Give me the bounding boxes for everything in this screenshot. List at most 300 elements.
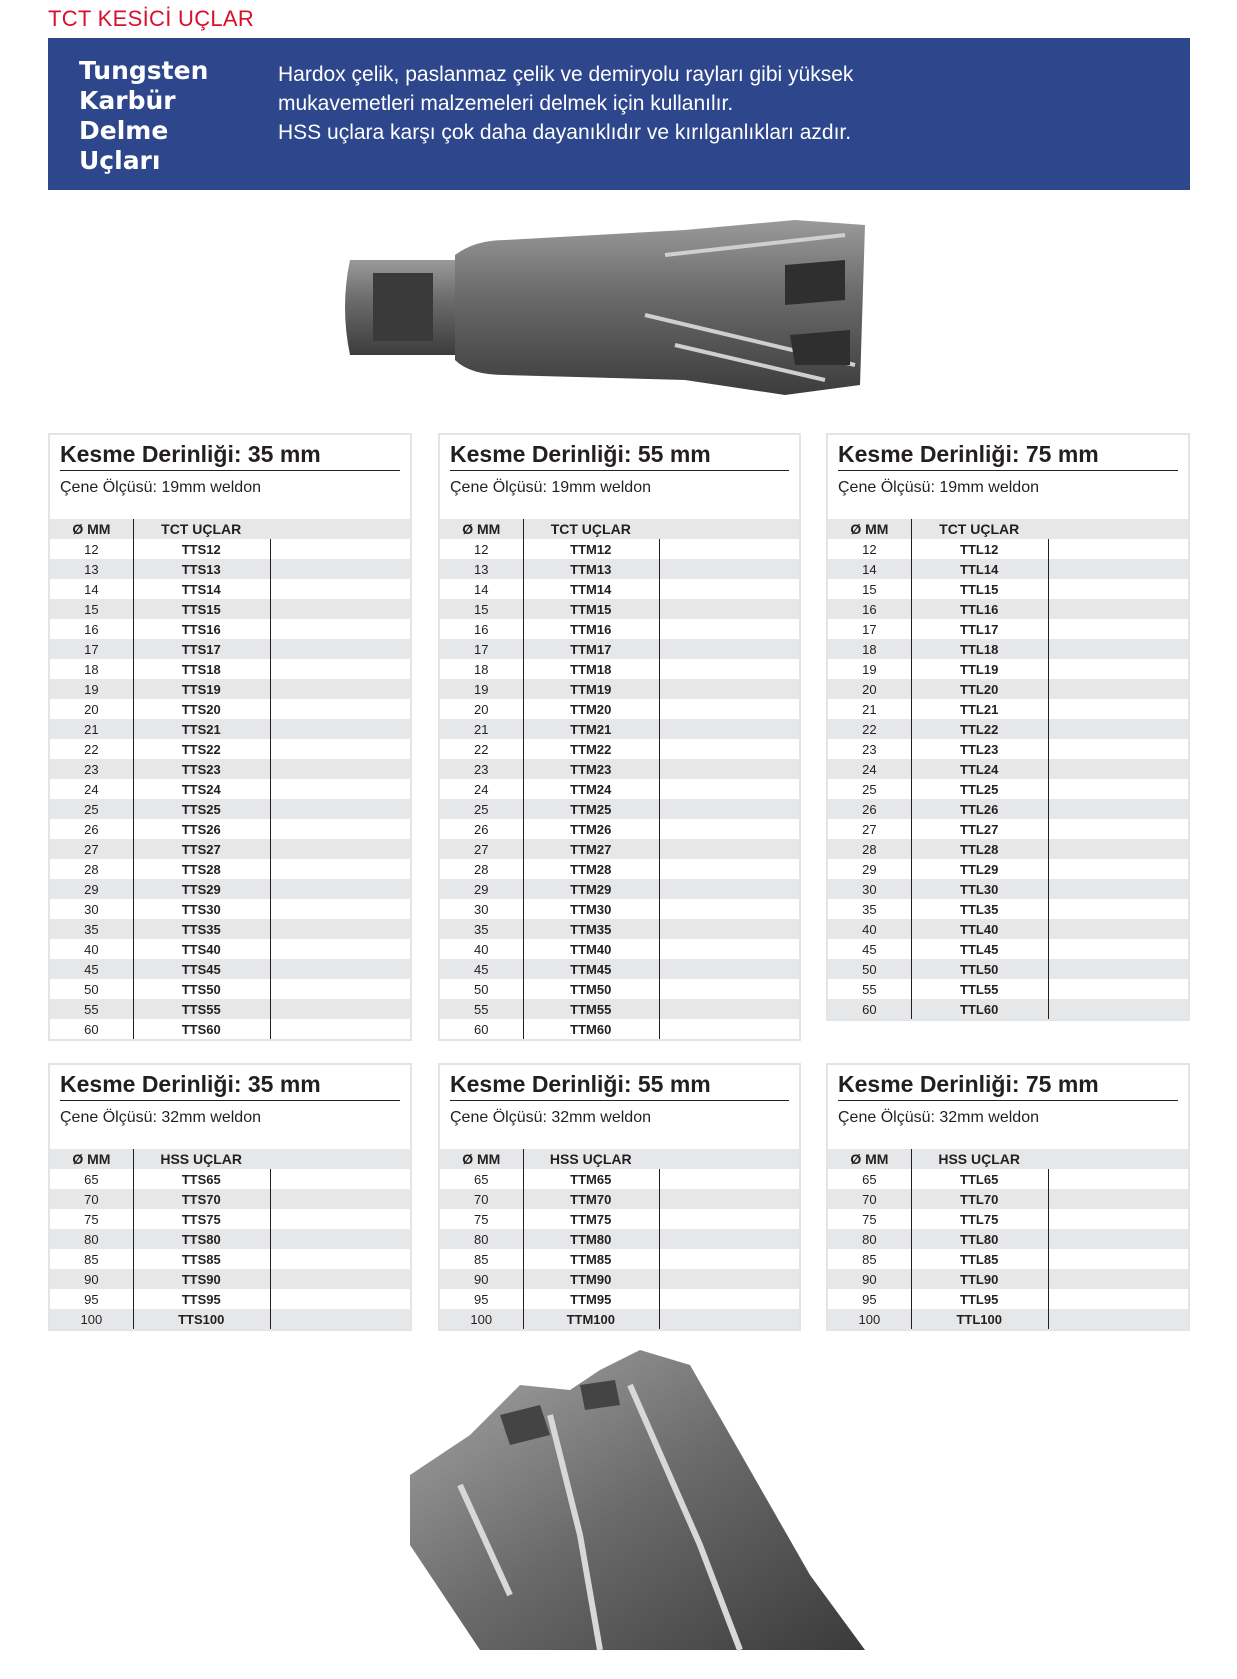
product-code-cell: TTS26 [181, 821, 221, 837]
table-row [828, 819, 1188, 839]
product-code-cell: TTL100 [956, 1311, 1002, 1327]
product-code-cell: TTL35 [960, 901, 999, 917]
header-diameter: Ø MM [462, 1151, 501, 1167]
diameter-cell: 100 [80, 1311, 103, 1327]
diameter-cell: 35 [84, 921, 99, 937]
header-code: HSS UÇLAR [549, 1151, 632, 1167]
table-row [440, 619, 799, 639]
table-row [828, 639, 1188, 659]
table-row [440, 839, 799, 859]
product-code-cell: TTM100 [566, 1311, 615, 1327]
table-row [440, 539, 799, 559]
product-code-cell: TTS30 [181, 901, 221, 917]
table-row [440, 659, 799, 679]
diameter-cell: 50 [862, 961, 877, 977]
product-code-cell: TTM16 [570, 621, 612, 637]
cutting-depth-title: Kesme Derinliği: 35 mm [60, 1071, 400, 1101]
table-header-row [50, 1149, 410, 1169]
product-table-card [48, 1063, 412, 1331]
table-row [50, 1169, 410, 1189]
diameter-cell: 75 [84, 1211, 99, 1227]
product-code-cell: TTS13 [181, 561, 221, 577]
diameter-cell: 90 [84, 1271, 99, 1287]
product-table [440, 519, 799, 1039]
table-row [828, 1229, 1188, 1249]
table-row [440, 779, 799, 799]
product-code-cell: TTM21 [570, 721, 612, 737]
product-code-cell: TTL40 [960, 921, 999, 937]
diameter-cell: 65 [862, 1171, 877, 1187]
product-code-cell: TTS29 [181, 881, 221, 897]
diameter-cell: 50 [474, 981, 489, 997]
table-row [50, 579, 410, 599]
table-row [828, 1309, 1188, 1329]
table-row [50, 1189, 410, 1209]
diameter-cell: 100 [858, 1311, 881, 1327]
intro-banner [48, 38, 1190, 190]
product-code-cell: TTM35 [570, 921, 612, 937]
product-code-cell: TTM18 [570, 661, 612, 677]
product-code-cell: TTL60 [960, 1001, 999, 1017]
product-code-cell: TTM20 [570, 701, 612, 717]
table-row [50, 939, 410, 959]
diameter-cell: 28 [84, 861, 99, 877]
diameter-cell: 30 [84, 901, 99, 917]
diameter-cell: 15 [474, 601, 489, 617]
product-code-cell: TTS100 [178, 1311, 225, 1327]
product-code-cell: TTS95 [181, 1291, 221, 1307]
table-row [440, 919, 799, 939]
column-divider [911, 1149, 912, 1329]
product-table-card [48, 433, 412, 1041]
table-row [440, 599, 799, 619]
page-title: TCT KESİCİ UÇLAR [48, 6, 255, 31]
banner-heading [79, 56, 208, 176]
diameter-cell: 25 [862, 781, 877, 797]
drill-bit-image-side [345, 215, 875, 410]
diameter-cell: 25 [84, 801, 99, 817]
product-table-card [826, 433, 1190, 1021]
product-code-cell: TTM24 [570, 781, 612, 797]
diameter-cell: 22 [862, 721, 877, 737]
banner-description [278, 60, 853, 147]
diameter-cell: 17 [474, 641, 489, 657]
cutting-depth-title: Kesme Derinliği: 55 mm [450, 1071, 789, 1101]
table-row [440, 1189, 799, 1209]
table-row [440, 1019, 799, 1039]
diameter-cell: 80 [862, 1231, 877, 1247]
header-diameter: Ø MM [850, 1151, 889, 1167]
description-line: Hardox çelik, paslanmaz çelik ve demiryolu rayları gibi yüksek [278, 63, 854, 86]
table-row [440, 979, 799, 999]
table-header-row [828, 1149, 1188, 1169]
product-code-cell: TTM40 [570, 941, 612, 957]
product-table [440, 1149, 799, 1329]
table-row [440, 759, 799, 779]
diameter-cell: 15 [84, 601, 99, 617]
table-row [440, 999, 799, 1019]
product-code-cell: TTL30 [960, 881, 999, 897]
product-code-cell: TTM55 [570, 1001, 612, 1017]
shank-size-subtitle: Çene Ölçüsü: 32mm weldon [450, 1109, 651, 1126]
cutting-depth-title: Kesme Derinliği: 55 mm [450, 441, 789, 471]
product-code-cell: TTL26 [960, 801, 999, 817]
diameter-cell: 12 [862, 541, 877, 557]
product-code-cell: TTL45 [960, 941, 999, 957]
product-code-cell: TTM45 [570, 961, 612, 977]
diameter-cell: 40 [862, 921, 877, 937]
diameter-cell: 14 [474, 581, 489, 597]
diameter-cell: 27 [862, 821, 877, 837]
diameter-cell: 60 [474, 1021, 489, 1037]
product-code-cell: TTL12 [960, 541, 999, 557]
table-row [440, 639, 799, 659]
diameter-cell: 16 [862, 601, 877, 617]
diameter-cell: 65 [474, 1171, 489, 1187]
table-row [440, 579, 799, 599]
diameter-cell: 18 [862, 641, 877, 657]
product-code-cell: TTM23 [570, 761, 612, 777]
table-row [50, 1289, 410, 1309]
diameter-cell: 20 [862, 681, 877, 697]
table-row [50, 1269, 410, 1289]
diameter-cell: 21 [474, 721, 489, 737]
diameter-cell: 35 [862, 901, 877, 917]
cutting-depth-title: Kesme Derinliği: 75 mm [838, 441, 1178, 471]
product-code-cell: TTS55 [181, 1001, 221, 1017]
diameter-cell: 16 [474, 621, 489, 637]
table-row [50, 779, 410, 799]
table-row [440, 879, 799, 899]
product-code-cell: TTM95 [570, 1291, 612, 1307]
diameter-cell: 29 [474, 881, 489, 897]
header-code: HSS UÇLAR [938, 1151, 1021, 1167]
diameter-cell: 75 [862, 1211, 877, 1227]
product-code-cell: TTM60 [570, 1021, 612, 1037]
table-row [50, 619, 410, 639]
table-header-row [440, 1149, 799, 1169]
diameter-cell: 70 [84, 1191, 99, 1207]
product-code-cell: TTL25 [960, 781, 999, 797]
product-code-cell: TTM70 [570, 1191, 612, 1207]
diameter-cell: 23 [84, 761, 99, 777]
diameter-cell: 50 [84, 981, 99, 997]
diameter-cell: 75 [474, 1211, 489, 1227]
cutting-depth-title: Kesme Derinliği: 75 mm [838, 1071, 1178, 1101]
diameter-cell: 18 [84, 661, 99, 677]
product-code-cell: TTS75 [181, 1211, 221, 1227]
table-row [50, 819, 410, 839]
diameter-cell: 70 [474, 1191, 489, 1207]
product-code-cell: TTS40 [181, 941, 221, 957]
product-code-cell: TTS24 [181, 781, 221, 797]
product-table-card [438, 1063, 801, 1331]
product-code-cell: TTS21 [181, 721, 221, 737]
product-code-cell: TTS35 [181, 921, 221, 937]
table-row [828, 1189, 1188, 1209]
heading-line: Delme [79, 116, 169, 145]
column-divider [133, 1149, 134, 1329]
product-code-cell: TTL21 [960, 701, 999, 717]
diameter-cell: 21 [84, 721, 99, 737]
product-code-cell: TTS23 [181, 761, 221, 777]
column-divider [270, 1169, 271, 1329]
diameter-cell: 25 [474, 801, 489, 817]
diameter-cell: 40 [474, 941, 489, 957]
table-row [50, 1019, 410, 1039]
diameter-cell: 80 [474, 1231, 489, 1247]
diameter-cell: 90 [474, 1271, 489, 1287]
column-divider [1048, 539, 1049, 1019]
diameter-cell: 55 [84, 1001, 99, 1017]
table-row [50, 659, 410, 679]
table-row [828, 679, 1188, 699]
table-row [828, 799, 1188, 819]
product-code-cell: TTM25 [570, 801, 612, 817]
product-code-cell: TTM75 [570, 1211, 612, 1227]
diameter-cell: 29 [862, 861, 877, 877]
diameter-cell: 16 [84, 621, 99, 637]
table-row [50, 979, 410, 999]
column-divider [659, 1169, 660, 1329]
table-row [828, 959, 1188, 979]
table-row [50, 679, 410, 699]
diameter-cell: 26 [862, 801, 877, 817]
table-row [828, 539, 1188, 559]
diameter-cell: 26 [474, 821, 489, 837]
table-row [50, 1229, 410, 1249]
diameter-cell: 100 [470, 1311, 493, 1327]
product-code-cell: TTS18 [181, 661, 221, 677]
diameter-cell: 14 [84, 581, 99, 597]
diameter-cell: 45 [862, 941, 877, 957]
table-row [828, 779, 1188, 799]
header-code: TCT UÇLAR [939, 521, 1020, 537]
diameter-cell: 95 [474, 1291, 489, 1307]
product-code-cell: TTM15 [570, 601, 612, 617]
header-code: TCT UÇLAR [161, 521, 242, 537]
product-code-cell: TTL14 [960, 561, 999, 577]
product-code-cell: TTL29 [960, 861, 999, 877]
diameter-cell: 90 [862, 1271, 877, 1287]
table-row [50, 799, 410, 819]
diameter-cell: 35 [474, 921, 489, 937]
table-row [440, 1229, 799, 1249]
product-code-cell: TTM85 [570, 1251, 612, 1267]
column-divider [911, 519, 912, 1019]
table-row [50, 1209, 410, 1229]
product-code-cell: TTS65 [181, 1171, 221, 1187]
product-code-cell: TTM14 [570, 581, 612, 597]
diameter-cell: 80 [84, 1231, 99, 1247]
product-code-cell: TTL17 [960, 621, 999, 637]
product-code-cell: TTL19 [960, 661, 999, 677]
table-header-row [828, 519, 1188, 539]
diameter-cell: 20 [84, 701, 99, 717]
product-code-cell: TTS60 [181, 1021, 221, 1037]
table-row [440, 739, 799, 759]
diameter-cell: 55 [862, 981, 877, 997]
table-row [828, 979, 1188, 999]
diameter-cell: 12 [474, 541, 489, 557]
product-code-cell: TTM80 [570, 1231, 612, 1247]
table-row [50, 699, 410, 719]
product-table-card [826, 1063, 1190, 1331]
table-row [50, 919, 410, 939]
product-code-cell: TTL85 [960, 1251, 999, 1267]
table-row [50, 1249, 410, 1269]
product-code-cell: TTM12 [570, 541, 612, 557]
product-code-cell: TTL23 [960, 741, 999, 757]
table-header-row [440, 519, 799, 539]
product-code-cell: TTS16 [181, 621, 221, 637]
product-table-card [438, 433, 801, 1041]
product-code-cell: TTL75 [960, 1211, 999, 1227]
product-code-cell: TTM50 [570, 981, 612, 997]
diameter-cell: 17 [862, 621, 877, 637]
product-code-cell: TTS27 [181, 841, 221, 857]
table-row [828, 1169, 1188, 1189]
table-row [828, 739, 1188, 759]
cutting-depth-title: Kesme Derinliği: 35 mm [60, 441, 400, 471]
table-row [440, 1209, 799, 1229]
table-row [828, 839, 1188, 859]
diameter-cell: 24 [474, 781, 489, 797]
product-code-cell: TTS12 [181, 541, 221, 557]
diameter-cell: 45 [474, 961, 489, 977]
product-code-cell: TTL24 [960, 761, 999, 777]
diameter-cell: 95 [84, 1291, 99, 1307]
shank-size-subtitle: Çene Ölçüsü: 19mm weldon [450, 479, 651, 496]
table-row [440, 1289, 799, 1309]
product-table [828, 1149, 1188, 1329]
shank-size-subtitle: Çene Ölçüsü: 19mm weldon [60, 479, 261, 496]
product-code-cell: TTM17 [570, 641, 612, 657]
product-code-cell: TTM28 [570, 861, 612, 877]
table-row [440, 679, 799, 699]
table-row [440, 1309, 799, 1329]
shank-size-subtitle: Çene Ölçüsü: 32mm weldon [60, 1109, 261, 1126]
diameter-cell: 24 [84, 781, 99, 797]
diameter-cell: 85 [84, 1251, 99, 1267]
table-row [440, 859, 799, 879]
drill-bit-image-closeup [400, 1345, 880, 1655]
product-code-cell: TTS22 [181, 741, 221, 757]
product-code-cell: TTS45 [181, 961, 221, 977]
table-row [828, 559, 1188, 579]
column-divider [270, 539, 271, 1039]
diameter-cell: 45 [84, 961, 99, 977]
table-row [50, 539, 410, 559]
table-row [50, 899, 410, 919]
product-code-cell: TTL16 [960, 601, 999, 617]
diameter-cell: 60 [84, 1021, 99, 1037]
product-code-cell: TTM19 [570, 681, 612, 697]
product-code-cell: TTS85 [181, 1251, 221, 1267]
product-code-cell: TTM27 [570, 841, 612, 857]
product-code-cell: TTS90 [181, 1271, 221, 1287]
product-code-cell: TTL28 [960, 841, 999, 857]
header-diameter: Ø MM [462, 521, 501, 537]
header-diameter: Ø MM [72, 521, 111, 537]
table-row [50, 599, 410, 619]
table-row [50, 959, 410, 979]
table-row [50, 999, 410, 1019]
table-row [50, 1309, 410, 1329]
heading-line: Uçları [79, 146, 161, 175]
table-row [828, 599, 1188, 619]
table-row [828, 879, 1188, 899]
product-code-cell: TTM90 [570, 1271, 612, 1287]
diameter-cell: 30 [862, 881, 877, 897]
description-line: HSS uçlara karşı çok daha dayanıklıdır ve kırılganlıkları azdır. [278, 121, 852, 144]
product-code-cell: TTS25 [181, 801, 221, 817]
diameter-cell: 19 [84, 681, 99, 697]
table-row [50, 639, 410, 659]
table-row [440, 699, 799, 719]
diameter-cell: 19 [862, 661, 877, 677]
table-row [50, 559, 410, 579]
product-code-cell: TTS15 [181, 601, 221, 617]
diameter-cell: 13 [474, 561, 489, 577]
table-row [828, 659, 1188, 679]
table-row [50, 839, 410, 859]
product-code-cell: TTL18 [960, 641, 999, 657]
product-code-cell: TTM30 [570, 901, 612, 917]
product-code-cell: TTM13 [570, 561, 612, 577]
product-code-cell: TTL55 [960, 981, 999, 997]
table-row [440, 799, 799, 819]
product-code-cell: TTL70 [960, 1191, 999, 1207]
product-code-cell: TTL95 [960, 1291, 999, 1307]
table-row [828, 719, 1188, 739]
diameter-cell: 28 [474, 861, 489, 877]
product-code-cell: TTL20 [960, 681, 999, 697]
product-code-cell: TTS70 [181, 1191, 221, 1207]
product-code-cell: TTL80 [960, 1231, 999, 1247]
product-code-cell: TTL22 [960, 721, 999, 737]
table-row [828, 859, 1188, 879]
diameter-cell: 19 [474, 681, 489, 697]
column-divider [523, 519, 524, 1039]
product-code-cell: TTM22 [570, 741, 612, 757]
diameter-cell: 95 [862, 1291, 877, 1307]
diameter-cell: 26 [84, 821, 99, 837]
table-row [50, 719, 410, 739]
product-table [50, 519, 410, 1039]
table-row [440, 1169, 799, 1189]
table-row [828, 899, 1188, 919]
table-row [440, 1269, 799, 1289]
table-header-row [50, 519, 410, 539]
diameter-cell: 40 [84, 941, 99, 957]
description-line: mukavemetleri malzemeleri delmek için kullanılır. [278, 92, 734, 115]
diameter-cell: 85 [474, 1251, 489, 1267]
table-row [50, 879, 410, 899]
table-row [828, 919, 1188, 939]
column-divider [523, 1149, 524, 1329]
table-row [828, 1249, 1188, 1269]
diameter-cell: 13 [84, 561, 99, 577]
product-code-cell: TTM29 [570, 881, 612, 897]
diameter-cell: 20 [474, 701, 489, 717]
table-row [828, 579, 1188, 599]
table-row [828, 999, 1188, 1019]
diameter-cell: 65 [84, 1171, 99, 1187]
table-row [828, 1289, 1188, 1309]
diameter-cell: 85 [862, 1251, 877, 1267]
table-row [828, 1269, 1188, 1289]
